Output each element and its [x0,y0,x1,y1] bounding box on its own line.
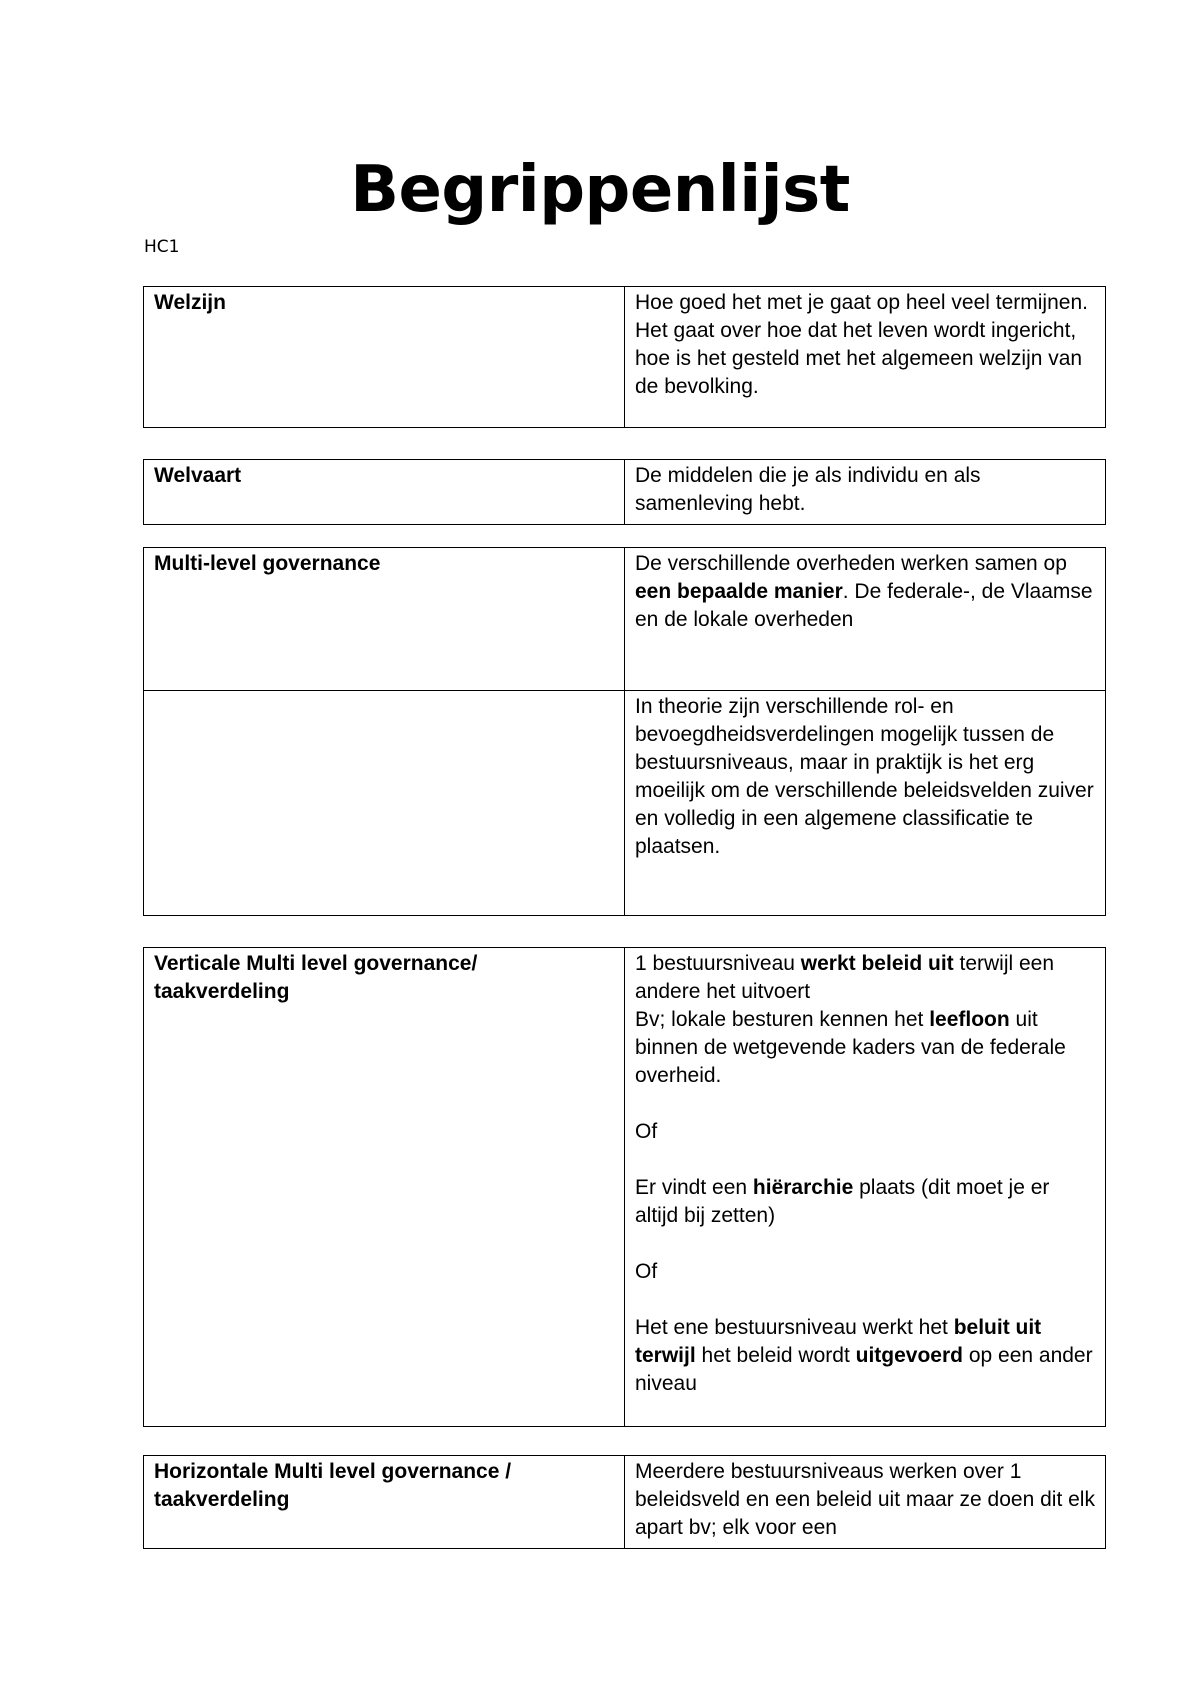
definition-cell [625,548,1106,691]
term-table-welvaart [143,459,1106,525]
section-label: HC1 [144,237,180,257]
definition-emphasis: een bepaalde manier [635,580,843,603]
table-row [144,460,1106,525]
term-table-multi-level [143,547,1106,916]
definition-cell: Meerdere bestuursniveaus werken over 1 beleidsveld en een beleid uit maar ze doen dit elk apart bv; elk voor een [625,1456,1106,1549]
or-separator: Of [635,1260,658,1283]
definition-paragraph: 1 bestuursniveau werkt beleid uit terwijl een andere het uitvoert [635,952,1055,1003]
definition-paragraph: Er vindt een hiërarchie plaats (dit moet je er altijd bij zetten) [635,1176,1050,1227]
definition-cell: Hoe goed het met je gaat op heel veel termijnen. Het gaat over hoe dat het leven wordt ingericht, hoe is het gesteld met het algemeen welzijn van de bevolking. [625,287,1106,428]
definition-cell: De middelen die je als individu en als samenleving hebt. [625,460,1106,525]
definition-paragraph: Bv; lokale besturen kennen het leefloon uit binnen de wetgevende kaders van de federale overheid. [635,1008,1066,1087]
definition-text: . De federale-, de Vlaamse en de lokale overheden [635,580,1093,631]
table-row [144,691,1106,916]
or-separator: Of [635,1120,658,1143]
table-row [144,1456,1106,1549]
empty-term-cell [144,691,625,916]
term-cell: Welzijn [144,287,625,428]
table-row [144,287,1106,428]
definition-text: De verschillende overheden werken samen op [635,552,1067,575]
term-table-welzijn [143,286,1106,428]
term-table-verticale [143,947,1106,1427]
term-table-horizontale [143,1455,1106,1549]
table-row [144,948,1106,1427]
page-title: Begrippenlijst [350,153,850,227]
term-cell: Horizontale Multi level governance / taakverdeling [144,1456,625,1549]
table-row [144,548,1106,691]
term-cell: Welvaart [144,460,625,525]
definition-cell [625,948,1106,1427]
definition-paragraph: Het ene bestuursniveau werkt het beluit uit terwijl het beleid wordt uitgevoerd op een ander niveau [635,1316,1093,1395]
definition-cell: In theorie zijn verschillende rol- en bevoegdheidsverdelingen mogelijk tussen de bestuursniveaus, maar in praktijk is het erg moeilijk om de verschillende beleidsvelden zuiver en volledig in een algemene classificatie te plaatsen. [625,691,1106,916]
term-cell: Multi-level governance [144,548,625,691]
term-cell: Verticale Multi level governance/ taakverdeling [144,948,625,1427]
